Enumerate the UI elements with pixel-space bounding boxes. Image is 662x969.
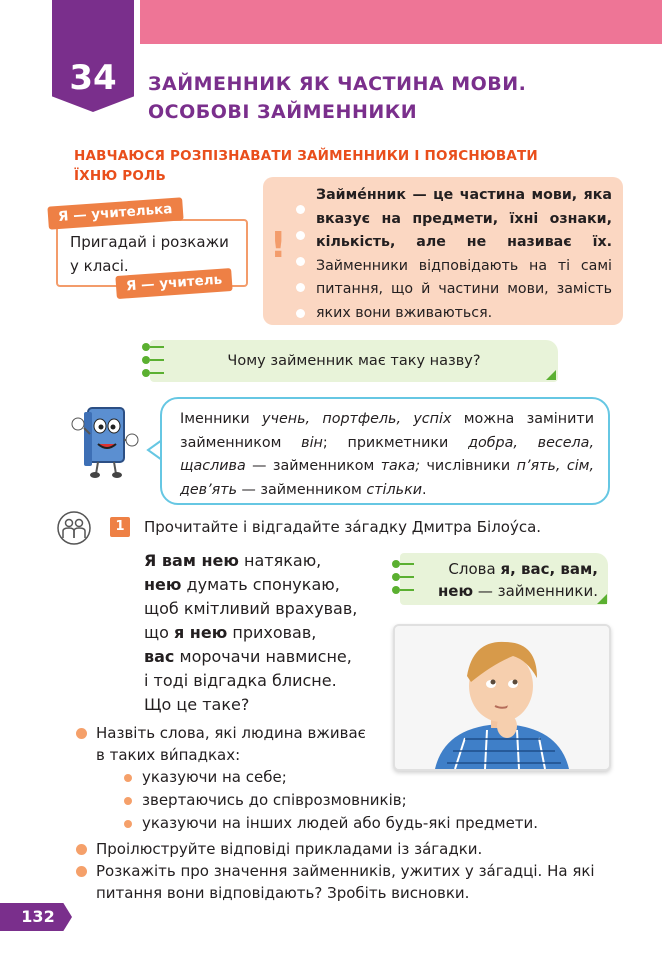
book-mascot-icon bbox=[66, 400, 146, 480]
sub-bullet-dot bbox=[124, 797, 132, 805]
explanation-word: така; bbox=[380, 458, 421, 475]
note-text: Слова я, вас, вам, нею — займенники. bbox=[437, 560, 598, 600]
goal-line-2: ЇХНЮ РОЛЬ bbox=[74, 168, 166, 184]
definition-text bbox=[316, 184, 612, 326]
riddle-line: і тоді відгадка блисне. bbox=[144, 671, 337, 690]
bullet-dot bbox=[76, 844, 87, 855]
header-band bbox=[140, 0, 662, 44]
definition-term: Займе́нник bbox=[316, 187, 406, 203]
lesson-number: 34 bbox=[69, 58, 117, 98]
riddle-line: нею думать спонукаю, bbox=[144, 575, 340, 594]
bullet-dot bbox=[76, 866, 87, 877]
bullet-dot bbox=[76, 728, 87, 739]
riddle-line: Що це таке? bbox=[144, 695, 250, 714]
teacher-prompt-line-2: у класі. bbox=[70, 257, 129, 275]
lesson-title bbox=[148, 70, 526, 126]
note-corner bbox=[597, 594, 607, 604]
sub-bullet-3: указуючи на інших людей або будь-які предмети. bbox=[142, 814, 539, 832]
explanation-part: — займенником bbox=[245, 458, 381, 475]
sub-bullet-dot bbox=[124, 774, 132, 782]
definition-dots bbox=[296, 205, 305, 335]
teacher-female-tag: Я — учителька bbox=[47, 197, 183, 229]
lesson-title-line-2: ОСОБОВІ ЗАЙМЕННИКИ bbox=[148, 101, 418, 123]
note-dots-icon bbox=[392, 557, 414, 596]
thinking-boy-photo bbox=[393, 624, 611, 771]
bullet-3-line-1: Розкажіть про значення займенників, ужитих у за́гадці. На які bbox=[96, 862, 595, 880]
task-number: 1 bbox=[110, 517, 130, 537]
riddle-line: вас морочачи навмисне, bbox=[144, 647, 352, 666]
riddle-line: Я вам нею натякаю, bbox=[144, 551, 322, 570]
question-text: Чому займенник має таку назву? bbox=[227, 353, 481, 369]
definition-rest: Займенники відповідають на ті самі питання, що й частини мови, замість яких вони вживаються. bbox=[316, 257, 612, 321]
explanation-part: можна замінити займенником bbox=[180, 411, 594, 451]
explanation-part: числівники bbox=[420, 458, 517, 475]
explanation-word: стільки bbox=[366, 481, 422, 498]
explanation-word: учень, портфель, успіх bbox=[262, 411, 452, 427]
explanation-part: ; прикметники bbox=[322, 434, 469, 451]
bullet-2: Проілюструйте відповіді прикладами із за́гадки. bbox=[96, 840, 483, 858]
lesson-title-line-1: ЗАЙМЕННИК ЯК ЧАСТИНА МОВИ. bbox=[148, 73, 527, 95]
sub-bullet-1: указуючи на себе; bbox=[142, 768, 287, 786]
explanation-part: — займенником bbox=[237, 481, 367, 498]
explanation-text bbox=[180, 408, 594, 502]
bullet-1-line-2: в таких ви́падках: bbox=[96, 746, 241, 764]
riddle bbox=[144, 549, 357, 717]
riddle-line: що я нею приховав, bbox=[144, 623, 317, 642]
definition-bold: — це частина мови, яка вказує на предмети, їхні ознаки, кількість, але не називає їх. bbox=[316, 187, 612, 251]
explanation-word: добра, весела, щаслива bbox=[180, 434, 594, 475]
task-text: Прочитайте і відгадайте за́гадку Дмитра Білоу́са. bbox=[144, 518, 542, 536]
explanation-part: Іменники bbox=[180, 411, 263, 427]
explanation-word: п’ять, сім, дев’ять bbox=[180, 458, 594, 498]
teacher-male-tag: Я — учитель bbox=[115, 268, 233, 299]
riddle-line: щоб кмітливий врахував, bbox=[144, 599, 358, 618]
page-number: 132 bbox=[21, 907, 55, 926]
goal-line-1: НАВЧАЮСЯ РОЗПІЗНАВАТИ ЗАЙМЕННИКИ І ПОЯСНЮВАТИ bbox=[74, 148, 538, 164]
bullet-3-line-2: питання вони відповідають? Зробіть висновки. bbox=[96, 884, 470, 902]
explanation-word: він bbox=[301, 434, 323, 451]
teacher-prompt-line-1: Пригадай і розкажи bbox=[70, 233, 229, 251]
sub-bullet-dot bbox=[124, 820, 132, 828]
exclamation-icon: ! bbox=[270, 225, 287, 266]
bullet-1-line-1: Назвіть слова, які людина вживає bbox=[96, 724, 366, 742]
sub-bullet-2: звертаючись до співрозмовників; bbox=[142, 791, 407, 809]
pair-work-icon bbox=[57, 511, 91, 545]
explanation-part: . bbox=[422, 481, 427, 498]
